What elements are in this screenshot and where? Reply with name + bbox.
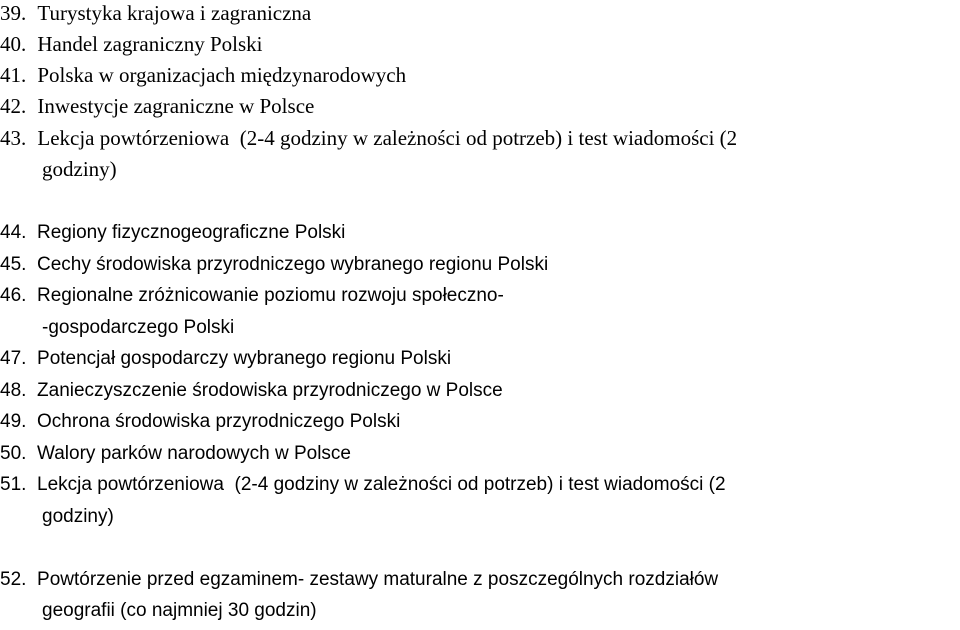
list-item-continuation: -gospodarczego Polski — [42, 317, 235, 338]
item-number: 52. — [0, 569, 27, 590]
item-text: Turystyka krajowa i zagraniczna — [37, 1, 312, 25]
item-number: 46. — [0, 285, 27, 306]
item-number: 45. — [0, 254, 27, 275]
item-text: Inwestycje zagraniczne w Polsce — [37, 94, 315, 118]
list-item — [0, 412, 400, 431]
item-text: Handel zagraniczny Polski — [37, 32, 263, 56]
list-item — [0, 381, 503, 400]
item-number: 42. — [0, 94, 27, 118]
item-number: 49. — [0, 411, 27, 432]
list-item — [0, 255, 548, 274]
list-item — [0, 570, 718, 589]
item-text: Potencjał gospodarczy wybranego regionu Polski — [37, 348, 452, 369]
list-item — [0, 96, 314, 117]
list-item-continuation: godziny) — [42, 506, 114, 527]
list-item — [0, 349, 451, 368]
item-text: Cechy środowiska przyrodniczego wybranego regionu Polski — [37, 254, 549, 275]
item-number: 44. — [0, 222, 27, 243]
item-number: 51. — [0, 474, 27, 495]
list-item — [0, 65, 406, 86]
item-text: Lekcja powtórzeniowa (2-4 godziny w zależności od potrzeb) i test wiadomości (2 — [37, 474, 726, 495]
item-number: 48. — [0, 380, 27, 401]
list-item — [0, 475, 726, 494]
item-number: 50. — [0, 443, 27, 464]
item-number: 41. — [0, 63, 27, 87]
list-item — [0, 286, 504, 305]
list-item — [0, 34, 262, 55]
item-text: Zanieczyszczenie środowiska przyrodniczego w Polsce — [37, 380, 503, 401]
item-text: Powtórzenie przed egzaminem- zestawy maturalne z poszczególnych rozdziałów — [37, 569, 719, 590]
list-item-continuation: geografii (co najmniej 30 godzin) — [42, 600, 317, 621]
list-item — [0, 3, 311, 24]
item-text: Regionalne zróżnicowanie poziomu rozwoju społeczno- — [37, 285, 504, 306]
list-item — [0, 128, 737, 149]
item-text: Walory parków narodowych w Polsce — [37, 443, 351, 464]
item-number: 43. — [0, 126, 27, 150]
item-text: Lekcja powtórzeniowa (2-4 godziny w zależności od potrzeb) i test wiadomości (2 — [37, 126, 738, 150]
item-number: 40. — [0, 32, 27, 56]
item-text: Ochrona środowiska przyrodniczego Polski — [37, 411, 401, 432]
list-item — [0, 223, 345, 242]
item-number: 39. — [0, 1, 27, 25]
list-item — [0, 444, 351, 463]
item-text: Polska w organizacjach międzynarodowych — [37, 63, 407, 87]
list-item-continuation: godziny) — [42, 157, 117, 181]
item-number: 47. — [0, 348, 27, 369]
item-text: Regiony fizycznogeograficzne Polski — [37, 222, 346, 243]
